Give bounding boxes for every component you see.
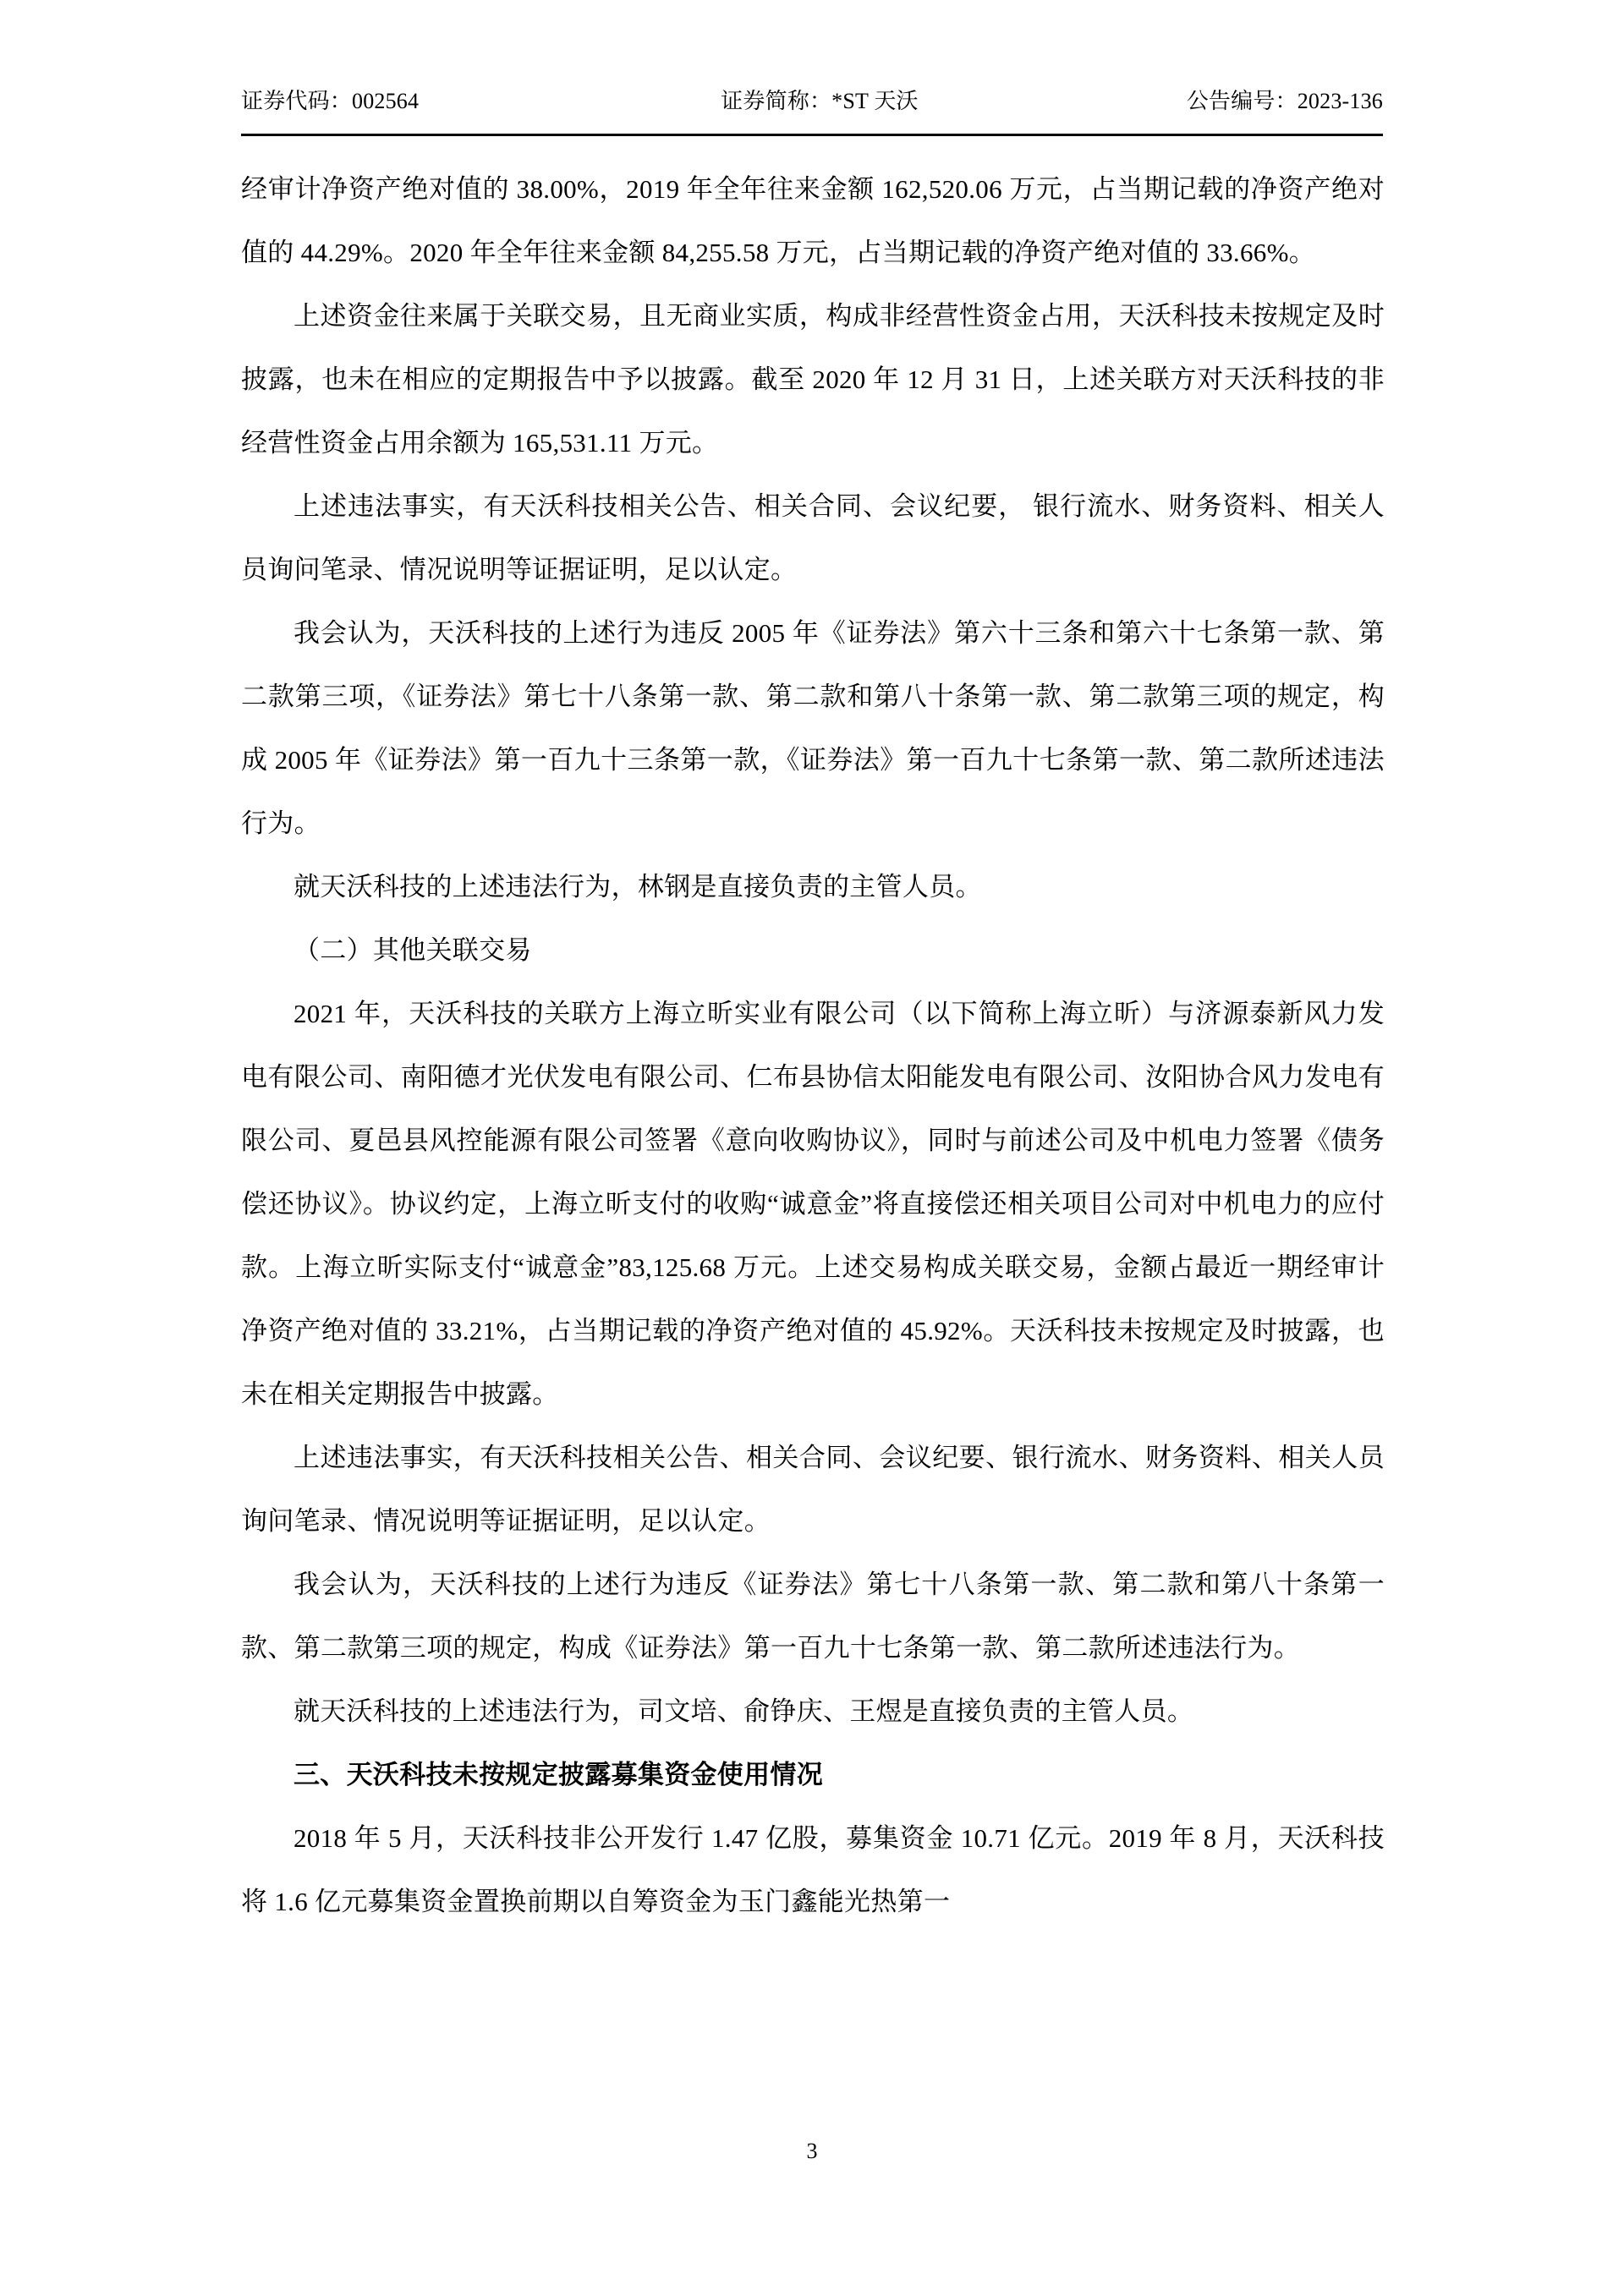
p-related-party-occupation: 上述资金往来属于关联交易，且无商业实质，构成非经营性资金占用，天沃科技未按规定及时披露，也未在相应的定期报告中予以披露。截至 2020 年 12 月 31 日，上述关联方对天沃科技的非经营性资金占用余额为 165,531.11 万元。 (241, 301, 1385, 458)
p-responsible-person-2: 就天沃科技的上述违法行为，司文培、俞铮庆、王煜是直接负责的主管人员。 (294, 1696, 1194, 1726)
document-body (241, 157, 1385, 1933)
p-net-asset-ratios: 经审计净资产绝对值的 38.00%，2019 年全年往来金额 162,520.06 万元，占当期记载的净资产绝对值的 44.29%。2020 年全年往来金额 84,255.58 万元，占当期记载的净资产绝对值的 33.66%。 (241, 174, 1385, 267)
p-section-two-heading: （二）其他关联交易 (294, 935, 532, 965)
security-code: 证券代码：002564 (241, 89, 420, 113)
p-responsible-person-1: 就天沃科技的上述违法行为，林钢是直接负责的主管人员。 (294, 872, 982, 901)
p-evidence-1: 上述违法事实，有天沃科技相关公告、相关合同、会议纪要， 银行流水、财务资料、相关人员询问笔录、情况说明等证据证明，足以认定。 (241, 491, 1385, 584)
p-2021-transactions: 2021 年，天沃科技的关联方上海立昕实业有限公司（以下简称上海立昕）与济源泰新风力发电有限公司、南阳德才光伏发电有限公司、仁布县协信太阳能发电有限公司、汝阳协合风力发电有限公司、夏邑县风控能源有限公司签署《意向收购协议》，同时与前述公司及中机电力签署《债务偿还协议》。协议约定，上海立昕支付的收购“诚意金”将直接偿还相关项目公司对中机电力的应付款。上海立昕实际支付“诚意金”83,125.68 万元。上述交易构成关联交易，金额占最近一期经审计净资产绝对值的 33.21%，占当期记载的净资产绝对值的 45.92%。天沃科技未按规定及时披露，也未在相关定期报告中披露。 (241, 999, 1385, 1409)
announcement-number: 公告编号：2023-136 (1186, 89, 1383, 113)
p-evidence-2: 上述违法事实，有天沃科技相关公告、相关合同、会议纪要、银行流水、财务资料、相关人员询问笔录、情况说明等证据证明，足以认定。 (241, 1443, 1385, 1536)
p-section-three-heading: 三、天沃科技未按规定披露募集资金使用情况 (294, 1760, 823, 1789)
page-number: 3 (806, 2139, 818, 2163)
security-short-name: 证券简称：*ST 天沃 (721, 89, 919, 113)
p-legal-finding-1: 我会认为，天沃科技的上述行为违反 2005 年《证券法》第六十三条和第六十七条第一款、第二款第三项，《证券法》第七十八条第一款、第二款和第八十条第一款、第二款第三项的规定，构成 2005 年《证券法》第一百九十三条第一款，《证券法》第一百九十七条第一款、第二款所述违法行为。 (241, 618, 1385, 838)
p-fundraising: 2018 年 5 月，天沃科技非公开发行 1.47 亿股，募集资金 10.71 亿元。2019 年 8 月，天沃科技将 1.6 亿元募集资金置换前期以自筹资金为玉门鑫能光热第一 (241, 1823, 1385, 1916)
header-divider (241, 134, 1383, 136)
p-legal-finding-2: 我会认为，天沃科技的上述行为违反《证券法》第七十八条第一款、第二款和第八十条第一款、第二款第三项的规定，构成《证券法》第一百九十七条第一款、第二款所述违法行为。 (241, 1570, 1385, 1663)
running-header (241, 88, 1383, 114)
